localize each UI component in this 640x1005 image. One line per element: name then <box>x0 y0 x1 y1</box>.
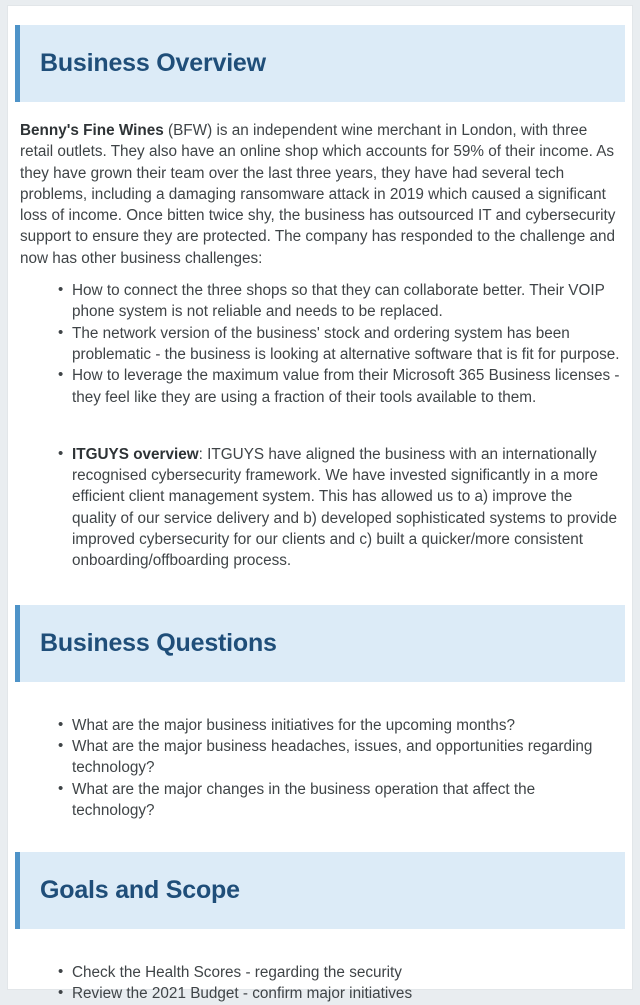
section-spacer <box>8 572 632 605</box>
list-item: • How to leverage the maximum value from their Microsoft 365 Business licenses - they feel like they are using a fraction of their tools available to them. <box>58 365 620 408</box>
section-header-business-questions <box>15 605 625 682</box>
section-spacer <box>8 821 632 852</box>
section-body-business-overview <box>8 120 632 572</box>
list-item: • How to connect the three shops so that they can collaborate better. Their VOIP phone system is not reliable and needs to be replaced. <box>58 280 620 323</box>
document-page <box>7 5 633 1003</box>
list-top-spacer <box>20 929 620 951</box>
overview-challenges-list <box>20 280 620 572</box>
list-item: • Review the 2021 Budget - confirm major initiatives <box>58 983 620 1004</box>
section-title: Business Questions <box>40 628 277 657</box>
overview-paragraph-rest: (BFW) is an independent wine merchant in London, with three retail outlets. They also have an online shop which accounts for 59% of their income. As they have grown their team over the last three years, they have had several tech problems, including a damaging ransomware attack in 2019 which caused a significant loss of income. Once bitten twice shy, the business has outsourced IT and cybersecurity support to ensure they are protected. The company has responded to the challenge and now has other business challenges: <box>20 122 616 267</box>
business-questions-list <box>20 715 620 821</box>
list-item-itguys-overview <box>58 444 620 572</box>
itguys-overview-label: ITGUYS overview <box>72 445 199 463</box>
list-item: • Check the Health Scores - regarding the security <box>58 962 620 983</box>
section-body-business-questions <box>8 682 632 821</box>
section-title: Goals and Scope <box>40 876 240 905</box>
goals-and-scope-list <box>20 962 620 1005</box>
section-header-business-overview <box>15 25 625 102</box>
list-item: • The network version of the business' stock and ordering system has been problematic - the business is looking at alternative software that is fit for purpose. <box>58 323 620 366</box>
list-item: • What are the major business initiatives for the upcoming months? <box>58 715 620 736</box>
section-header-goals-and-scope <box>15 852 625 929</box>
list-item: • What are the major business headaches, issues, and opportunities regarding technology? <box>58 736 620 779</box>
section-title: Business Overview <box>40 49 266 77</box>
list-top-spacer <box>20 682 620 704</box>
overview-paragraph-lead: Benny's Fine Wines <box>20 122 164 139</box>
top-spacer <box>8 6 632 25</box>
overview-paragraph <box>20 120 620 269</box>
list-spacer <box>58 408 620 444</box>
section-body-goals-and-scope <box>8 929 632 1005</box>
itguys-overview-text: : ITGUYS have aligned the business with an internationally recognised cybersecurity framework. We have invested significantly in a more efficient client management system. This has allowed us to a) improve the quality of our service delivery and b) developed sophisticated systems to provide improved cybersecurity for our clients and c) built a quicker/more consistent onboarding/offboarding process. <box>72 445 618 570</box>
list-item: • What are the major changes in the business operation that affect the technology? <box>58 779 620 822</box>
